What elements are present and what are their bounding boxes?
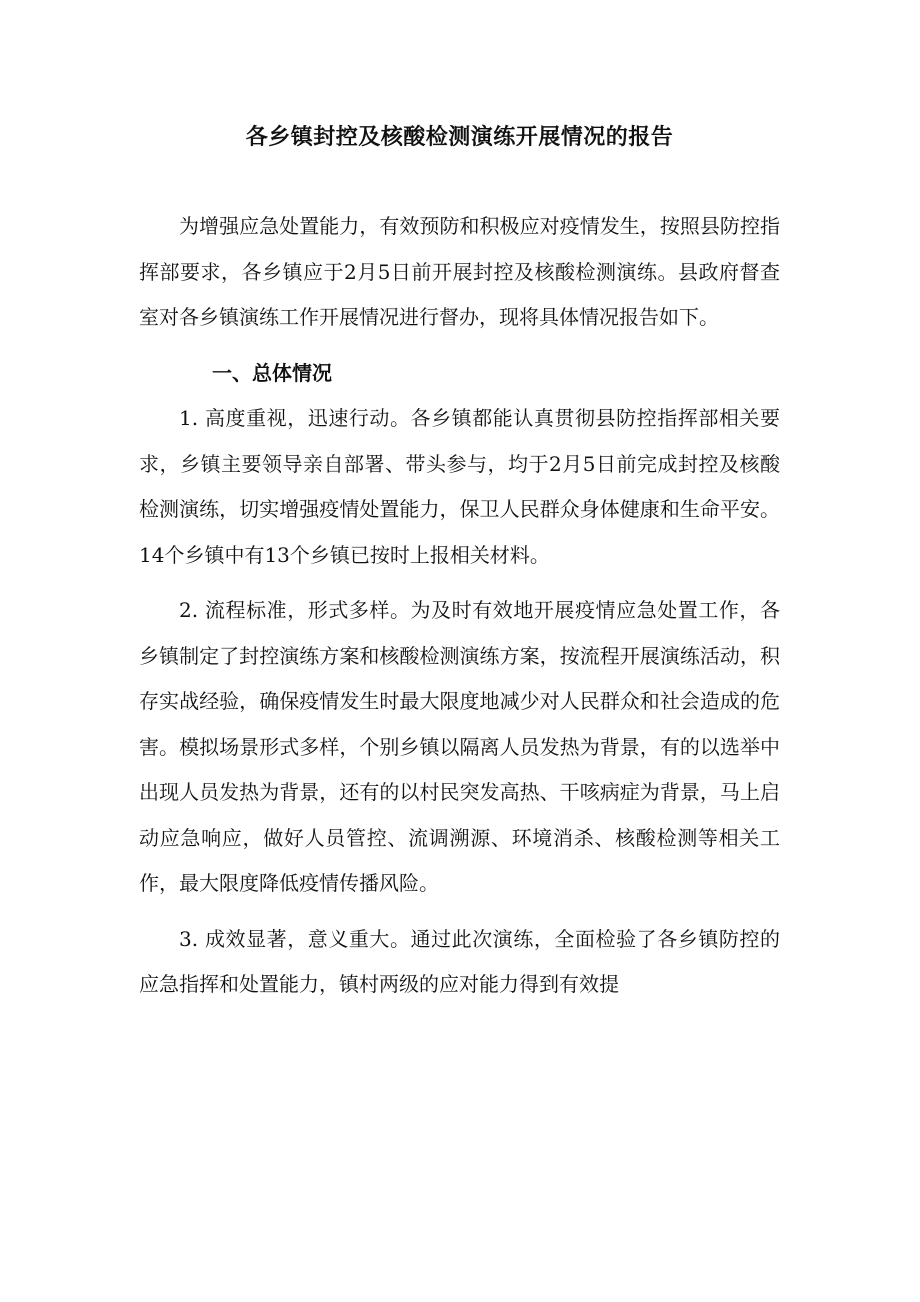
document-title: 各乡镇封控及核酸检测演练开展情况的报告 [245, 125, 674, 150]
intro-paragraph: 为增强应急处置能力，有效预防和积极应对疫情发生，按照县防控指挥部要求，各乡镇应于2月5日前开展封控及核酸检测演练。县政府督查室对各乡镇演练工作开展情况进行督办，现将具体情况报告如下。 [139, 214, 780, 329]
section-heading-overall: 一、总体情况 [212, 360, 332, 385]
item-paragraph-1: 1. 高度重视，迅速行动。各乡镇都能认真贯彻县防控指挥部相关要求，乡镇主要领导亲自部署、带头参与，均于2月5日前完成封控及核酸检测演练，切实增强疫情处置能力，保卫人民群众身体健康和生命平安。14个乡镇中有13个乡镇已按时上报相关材料。 [139, 406, 780, 567]
item-paragraph-3: 3. 成效显著，意义重大。通过此次演练，全面检验了各乡镇防控的应急指挥和处置能力，镇村两级的应对能力得到有效提 [139, 926, 780, 996]
item-paragraph-2: 2. 流程标准，形式多样。为及时有效地开展疫情应急处置工作，各乡镇制定了封控演练方案和核酸检测演练方案，按流程开展演练活动，积存实战经验，确保疫情发生时最大限度地减少对人民群众和社会造成的危害。模拟场景形式多样，个别乡镇以隔离人员发热为背景，有的以选举中出现人员发热为背景，还有的以村民突发高热、干咳病症为背景，马上启动应急响应，做好人员管控、流调溯源、环境消杀、核酸检测等相关工作，最大限度降低疫情传播风险。 [139, 598, 780, 895]
